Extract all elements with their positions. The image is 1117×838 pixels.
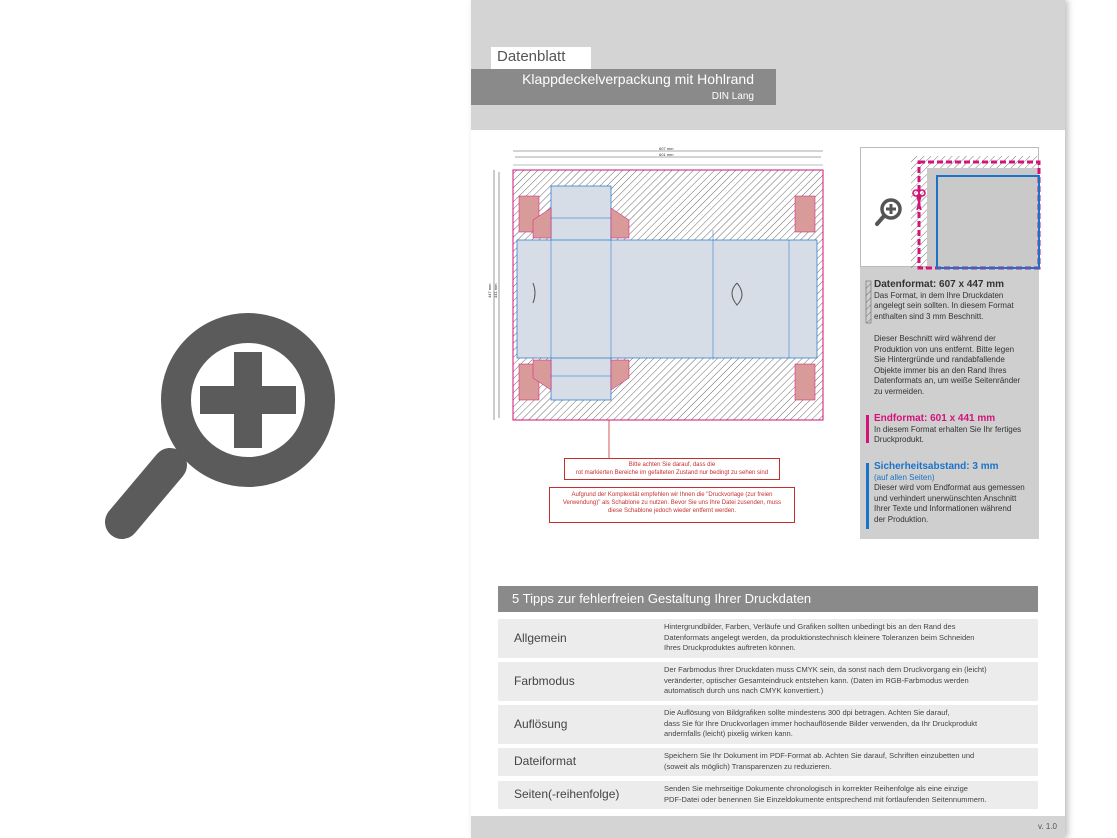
tip-row bbox=[498, 619, 1038, 658]
magnifier-icon[interactable] bbox=[873, 196, 905, 228]
bleed-detail-image bbox=[860, 147, 1039, 267]
tip-row bbox=[498, 781, 1038, 809]
tip-row bbox=[498, 748, 1038, 776]
tip-text: Hintergrundbilder, Farben, Verläufe und Grafiken sollten unbedingt bis an den Rand des Datenformats angelegt werden, da produktionstechnisch kleinere Toleranzen beim Schneiden Ihres Druckproduktes auftreten können. bbox=[664, 622, 975, 652]
tip-label: Dateiformat bbox=[514, 754, 577, 768]
dim-top-outer: 607 mm bbox=[659, 146, 674, 151]
tip-label: Auflösung bbox=[514, 716, 568, 731]
zoom-in-icon[interactable] bbox=[100, 300, 360, 560]
format-info-panel bbox=[860, 147, 1039, 539]
tip-label: Allgemein bbox=[514, 630, 567, 645]
dim-left-outer: 447 mm bbox=[487, 283, 492, 298]
safety-bar bbox=[866, 463, 869, 529]
dim-left-inner: 441 mm bbox=[493, 283, 498, 298]
dataformat-hatch-bar bbox=[866, 281, 869, 323]
scissors-icon bbox=[911, 188, 927, 212]
endformat-info: Endformat: 601 x 441 mm In diesem Format erhalten Sie Ihr fertiges Druckprodukt. bbox=[874, 413, 1022, 444]
tips-table bbox=[498, 586, 1038, 612]
tip-label: Seiten(-reihenfolge) bbox=[514, 787, 620, 801]
tip-text: Senden Sie mehrseitige Dokumente chronologisch in korrekter Reihenfolge als eine einzige PDF-Datei oder benennen Sie Einzeldokumente entsprechend mit fortlaufenden Seitennummern. bbox=[664, 784, 987, 804]
footer-band bbox=[471, 816, 1065, 838]
dim-top-inner: 601 mm bbox=[659, 152, 674, 157]
tip-text: Die Auflösung von Bildgrafiken sollte mindestens 300 dpi betragen. Achten Sie darauf, dass Sie für Ihre Druckvorlagen immer hochauflösende Bilder verwenden, da Ihr Druckprodukt andernfalls (leicht) pixelig wirken kann. bbox=[664, 708, 978, 738]
endformat-bar bbox=[866, 415, 869, 443]
product-title: Klappdeckelverpackung mit Hohlrand bbox=[522, 71, 754, 87]
doc-type-label: Datenblatt bbox=[497, 48, 566, 65]
tips-heading: 5 Tipps zur fehlerfreien Gestaltung Ihrer Druckdaten bbox=[498, 586, 1038, 612]
tip-row bbox=[498, 705, 1038, 744]
tip-label: Farbmodus bbox=[514, 673, 575, 688]
product-subtitle: DIN Lang bbox=[711, 91, 754, 102]
title-bar bbox=[471, 69, 776, 105]
version-label: v. 1.0 bbox=[1038, 822, 1057, 831]
doc-type-badge bbox=[491, 47, 591, 69]
datasheet-page bbox=[471, 0, 1065, 838]
bleed-info: Dieser Beschnitt wird während der Produktion von uns entfernt. Bitte legen Sie Hintergründe und randabfallende Objekte immer bis an den Rand Ihres Datenformats an, um weiße Seitenränder zu vermeiden. bbox=[874, 334, 1021, 396]
tip-text: Speichern Sie Ihr Dokument im PDF-Format ab. Achten Sie darauf, Schriften einzubetten und (soweit als möglich) Transparenzen zu reduzieren. bbox=[664, 751, 975, 771]
note-red-areas: Bitte achten Sie darauf, dass die rot markierten Bereiche im gefalteten Zustand nur bedingt zu sehen sind bbox=[564, 458, 780, 480]
note-template: Aufgrund der Komplexität empfehlen wir Ihnen die "Druckvorlage (zur freien Verwendung)" als Schablone zu nutzen. Bevor Sie uns Ihre Datei zusenden, muss diese Schablone jedoch wieder entfernt werden. bbox=[549, 487, 795, 523]
tip-text: Der Farbmodus Ihrer Druckdaten muss CMYK sein, da sonst nach dem Druckvorgang ein (leicht) veränderter, optischer Gesamteindruck entstehen kann. (Daten im RGB-Farbmodus werden automatisch durch uns nach CMYK konvertiert.) bbox=[664, 665, 987, 695]
safety-info: Sicherheitsabstand: 3 mm (auf allen Seiten) Dieser wird vom Endformat aus gemessen und verhindert unerwünschten Anschnitt Ihrer Texte und Informationen während der Produktion. bbox=[874, 461, 1025, 524]
tip-row bbox=[498, 662, 1038, 701]
dataformat-info: Datenformat: 607 x 447 mm Das Format, in dem Ihre Druckdaten angelegt sein sollten. In diesem Format enthalten sind 3 mm Beschnitt. bbox=[874, 279, 1014, 321]
